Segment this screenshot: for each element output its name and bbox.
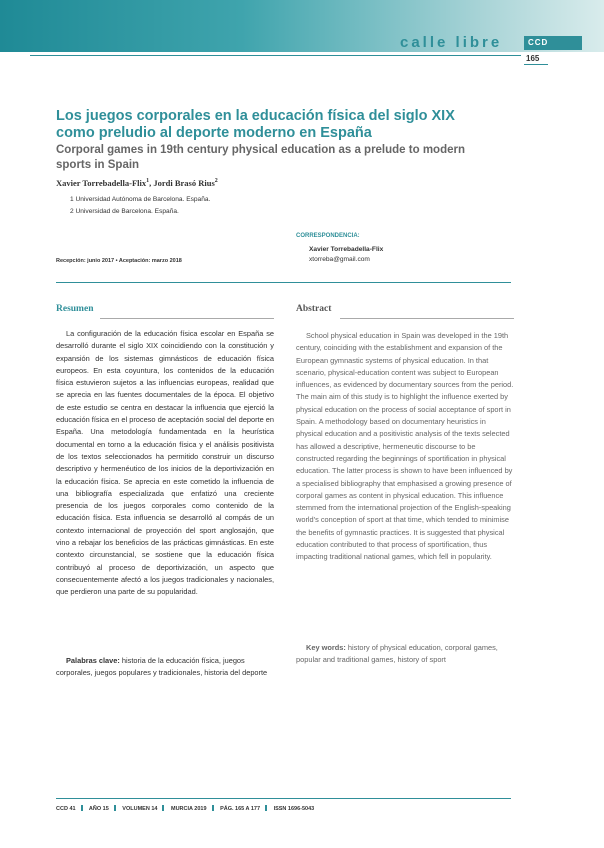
- footer-divider: [56, 798, 511, 799]
- resumen-heading: Resumen: [56, 304, 94, 314]
- resumen-keywords: [56, 655, 274, 680]
- section-divider: [56, 282, 511, 283]
- correspondence-label: CORRESPONDENCIA:: [296, 233, 360, 239]
- footer-item: VOLUMEN 14: [122, 806, 158, 812]
- abstract-heading: Abstract: [296, 304, 332, 314]
- abstract-paragraph: School physical education in Spain was developed in the 19th century, coinciding with the establishment and expansion of the European gymnastic systems of physical education. In that scenario, physical-education content was subject to European influences, as evidenced by documentary sources from the period. The main aim of this study is to highlight the influence exerted by physical education on the process of social acceptance of sport in Spain. A methodology based on documentary heuristics in physical education and a positivistic analysis of the texts selected has allowed a descriptive, hermeneutic discourse to be constructed regarding the beginnings of sportification in physical education. The latter process is shown to have been influenced by a specialised bibliography that emphasised a growing presence of corporal games as content in physical education. This influence stemmed from the international projection of the English-speaking world's conception of sport at that time, which tended to minimise the benefits of gymnastic practices. It is suggested that physical education contributed to that process of sportification, thus impacting traditional national games, which fell in popularity.: [296, 331, 514, 562]
- resumen-heading-rule: [100, 318, 274, 319]
- abstract-body: [296, 330, 514, 564]
- keywords-label: Key words:: [306, 643, 346, 652]
- footer-item: CCD 41: [56, 806, 76, 812]
- footer-item: MURCIA 2019: [170, 806, 207, 812]
- section-title: calle libre: [400, 34, 503, 51]
- footer-item: ISSN 1696-5043: [273, 806, 315, 812]
- page-number-divider: [524, 64, 548, 65]
- abstract-heading-rule: [340, 318, 514, 319]
- affiliation: 1 Universidad Autónoma de Barcelona. España.: [70, 196, 211, 203]
- footer-item: PÁG. 165 A 177: [220, 806, 261, 812]
- journal-tag: CCD: [524, 36, 582, 50]
- author-affil-ref: 1: [146, 178, 150, 185]
- resumen-paragraph: La configuración de la educación física escolar en España se desarrolló durante el siglo XIX coincidiendo con la constitución y expansión de los sistemas gimnásticos de educación física europeos. En esta coyuntura, los contenidos de la educación física estuvieron sujetos a las influencias europeas, realidad que se aprecia en las fuentes documentales de la época. El objetivo de este estudio se centra en destacar la influencia que ejerció la educación física en el proceso de aceptación social del deporte en España. Una metodología fundamentada en la heurística documental en torno a la educación física y el análisis positivista de los textos seleccionados ha permitido construir un discurso descriptivo y hermenéutico de los inicios de la deportivización en la educación física. Se aprecia en este cometido la influencia de una bibliografía especializada que enfatizó una creciente presencia de los juegos corporales como contenido de la educación física. Esta influencia se desarrolló al compás de un contexto internacional de proyección del sport anglosajón, que vino a rebajar los beneficios de las prácticas gimnásticas. En este contexto circunstancial, se sostiene que la educación física contribuyó al proceso de deportivización, un aspecto que consecuentemente afectó a los juegos tradicionales y nacionales, que perdieron una parte de su popularidad.: [56, 329, 274, 597]
- keywords-text: historia de la educación física, juegos corporales, juegos populares y tradicionales, historia del deporte: [56, 656, 268, 678]
- reception-dates: Recepción: junio 2017 • Aceptación: marzo 2018: [56, 258, 182, 264]
- affiliation: 2 Universidad de Barcelona. España.: [70, 208, 179, 215]
- author-name: Xavier Torrebadella-Flix: [56, 178, 147, 188]
- footer-item: AÑO 15: [88, 806, 109, 812]
- keywords-label: Palabras clave:: [66, 656, 120, 665]
- header-divider: [30, 55, 521, 56]
- article-title-en: Corporal games in 19th century physical education as a prelude to modern sports in Spain: [56, 144, 465, 171]
- keywords-text: history of physical education, corporal games, popular and traditional games, history of sport: [296, 643, 498, 665]
- correspondence-email[interactable]: xtorreba@gmail.com: [309, 256, 370, 263]
- correspondence-name: Xavier Torrebadella-Flix: [309, 246, 384, 253]
- footer: [56, 805, 314, 812]
- abstract-keywords: [296, 642, 514, 667]
- article-title-es: Los juegos corporales en la educación física del siglo XIX como preludio al deporte moderno en España: [56, 108, 455, 141]
- author-list: Xavier Torrebadella-Flix$^1$, Jordi Brasó Rius$^2$: [56, 178, 218, 188]
- page-number: 165: [526, 54, 540, 63]
- author-affil-ref: 2: [214, 178, 218, 185]
- header-banner: [0, 0, 604, 52]
- resumen-body: [56, 328, 274, 599]
- author-name: Jordi Brasó Rius: [153, 178, 215, 188]
